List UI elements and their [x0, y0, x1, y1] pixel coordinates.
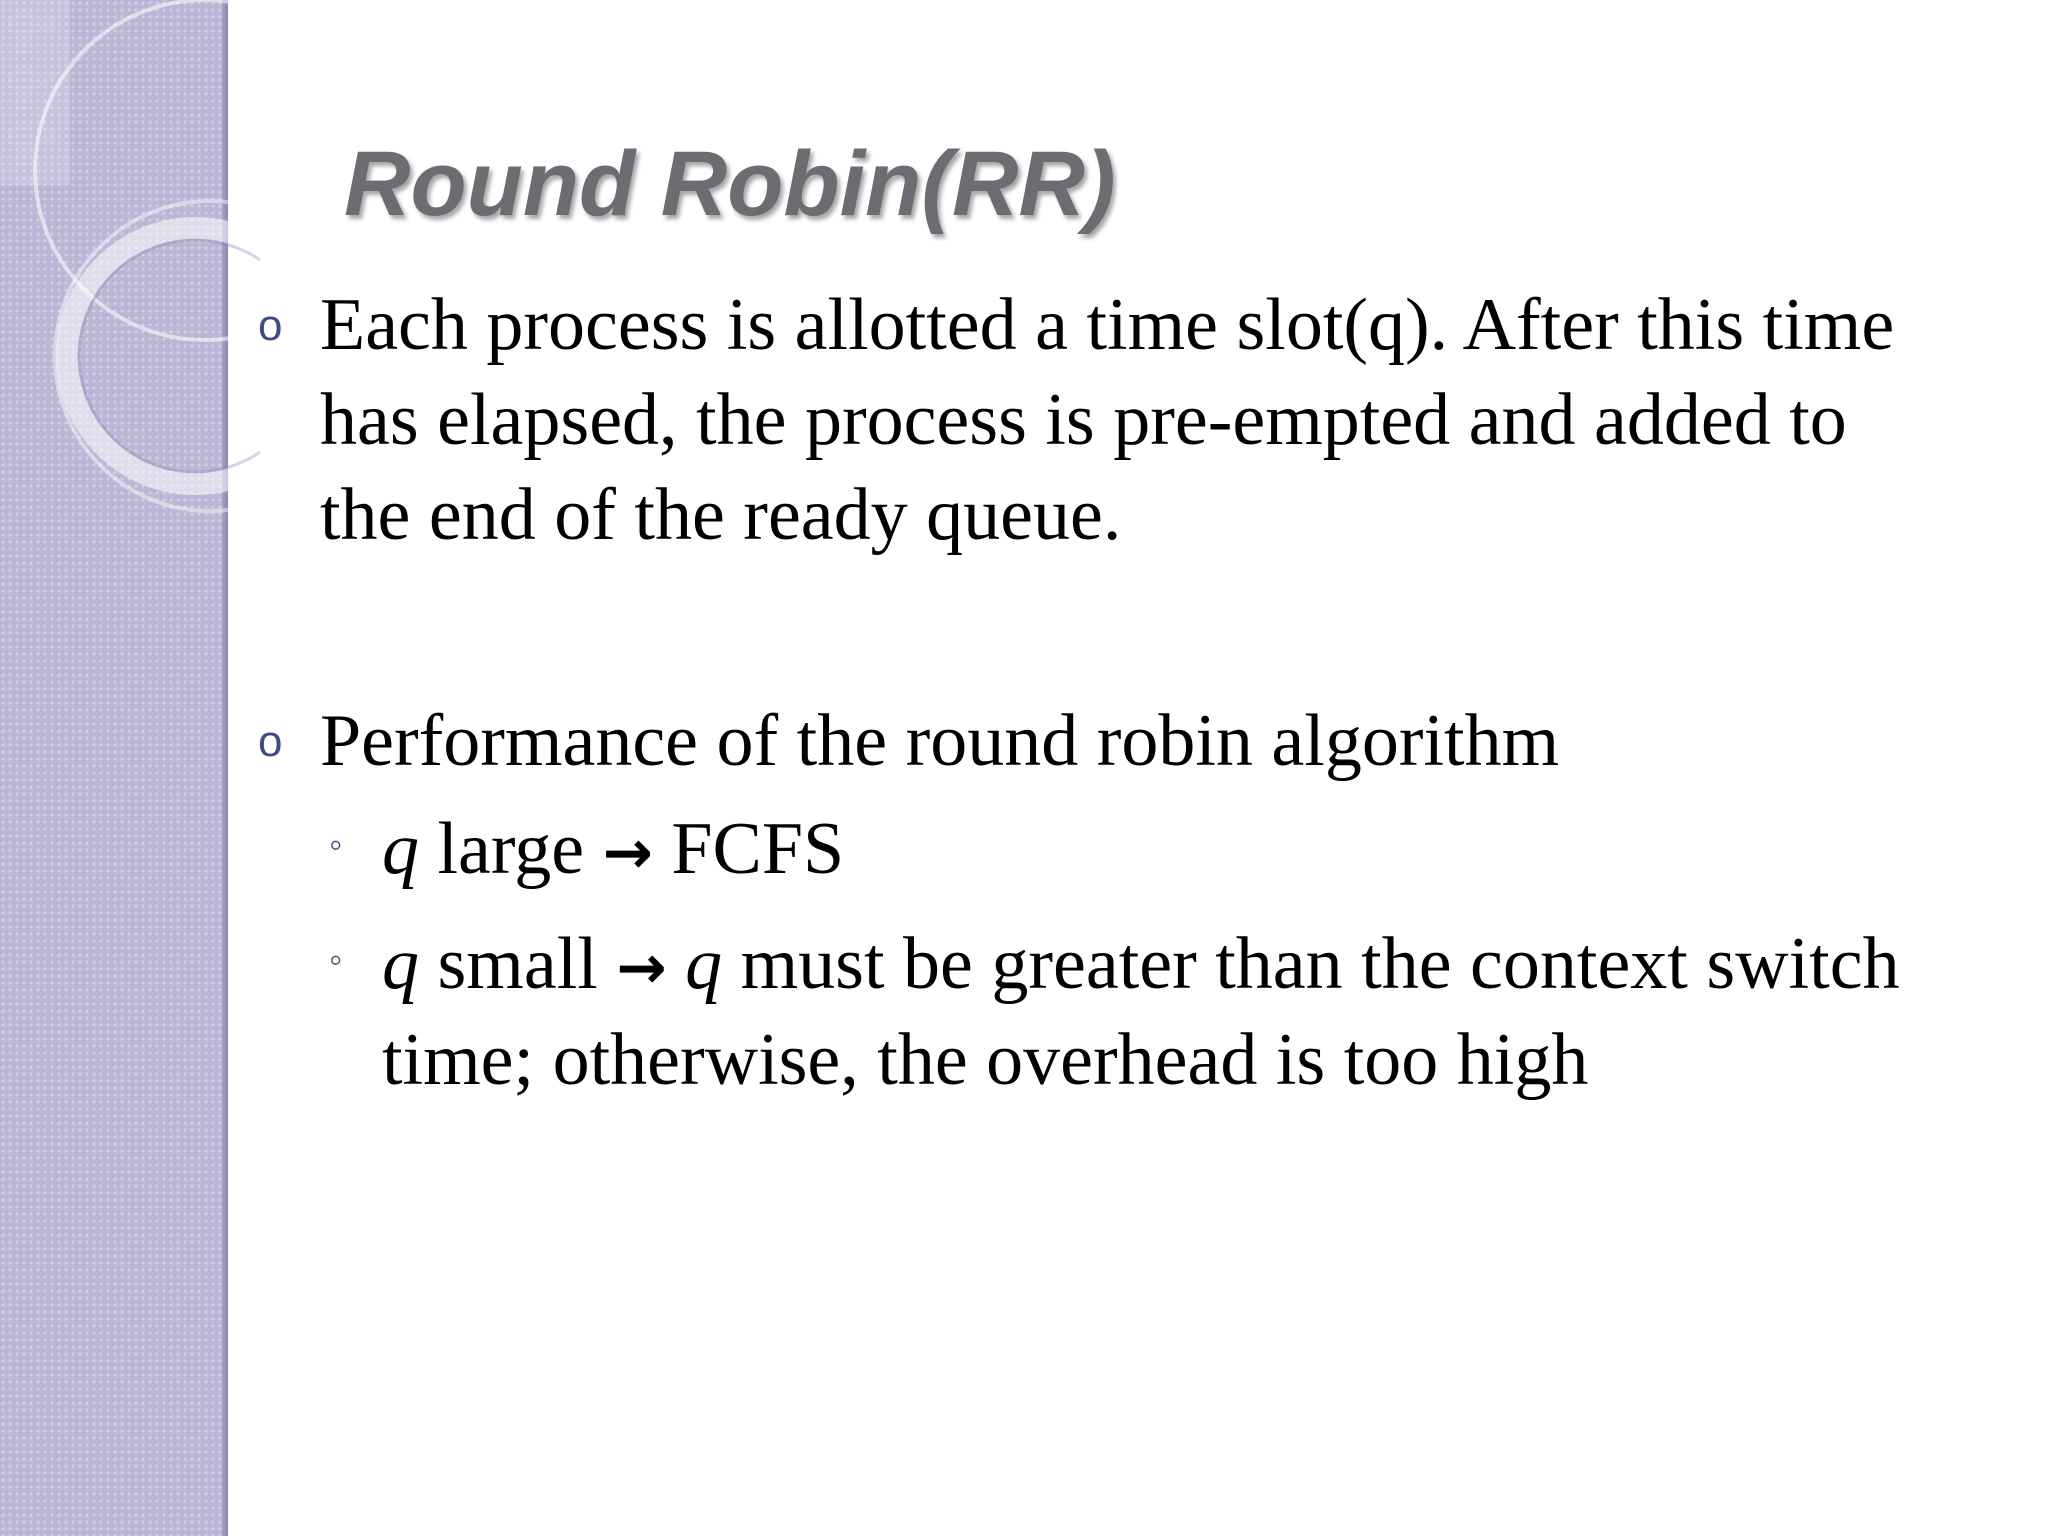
bullet-1-text: Each process is allotted a time slot(q). After this time has elapsed, the process is pre-empted and added to the end of the ready queue.	[320, 284, 1895, 556]
sub-bullet-marker: ◦	[329, 939, 343, 981]
variable-q: q	[382, 808, 419, 890]
sub-bullet-1-text-b: FCFS	[652, 808, 845, 890]
bullet-1	[258, 278, 1940, 563]
decorative-rings	[0, 0, 260, 520]
sub-bullet-2-text-b: must be greater than the context switch time; otherwise, the overhead is too high	[382, 923, 1900, 1101]
sub-bullet-2	[329, 918, 1962, 1106]
bullet-marker: o	[258, 301, 283, 350]
sub-bullet-marker: ◦	[329, 824, 343, 866]
sub-bullet-1	[329, 803, 1962, 899]
sub-bullet-1-text-a: large	[419, 808, 603, 890]
right-arrow-icon: →	[602, 818, 653, 888]
right-arrow-icon: →	[616, 933, 667, 1003]
sub-bullet-2-text-a: small	[419, 923, 617, 1005]
variable-q: q	[382, 923, 419, 1005]
bullet-2	[258, 694, 1940, 789]
bullet-2-text: Performance of the round robin algorithm	[320, 700, 1560, 782]
variable-q: q	[685, 923, 723, 1005]
bullet-marker: o	[258, 717, 283, 766]
slide-title: Round Robin(RR)	[344, 133, 1116, 235]
